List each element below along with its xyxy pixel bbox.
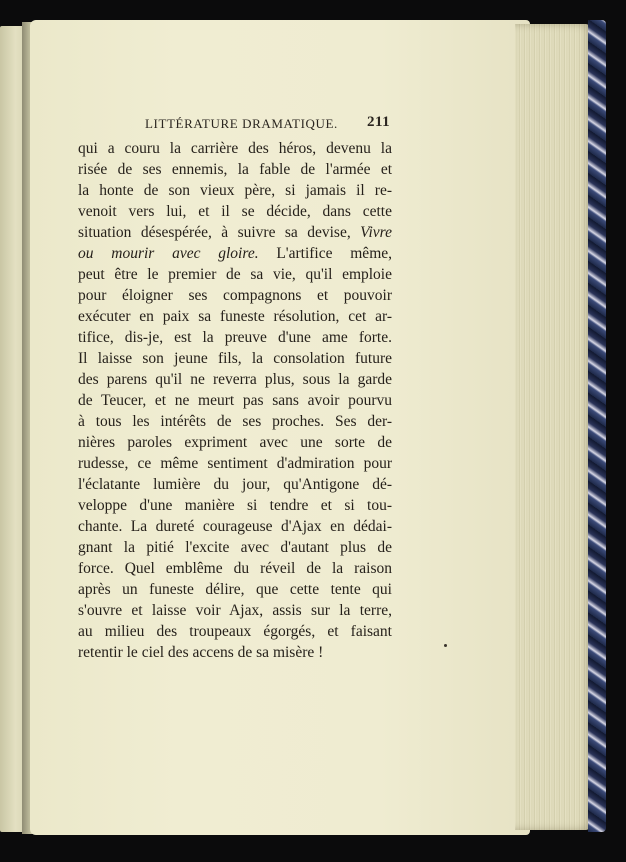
text-line: des parens qu'il ne reverra plus, sous la garde <box>78 371 392 388</box>
text-line: de Teucer, et ne meurt pas sans avoir pourvu <box>78 392 392 409</box>
text-line: qui a couru la carrière des héros, devenu la <box>78 140 392 157</box>
text-line: nières paroles expriment avec une sorte de <box>78 434 392 451</box>
running-header <box>145 116 397 136</box>
italic-motto-end: ou mourir avec gloire. <box>78 245 259 262</box>
text-line: l'éclatante lumière du jour, qu'Antigone dé- <box>78 476 392 493</box>
text-line: rudesse, ce même sentiment d'admiration pour <box>78 455 392 472</box>
italic-motto: Vivre <box>360 224 392 241</box>
text-line <box>78 243 392 264</box>
text-line: après un funeste délire, que cette tente qui <box>78 581 392 598</box>
text-line-end: L'artifice même, <box>276 245 392 262</box>
text-line: pour éloigner ses compagnons et pouvoir <box>78 287 392 304</box>
running-title: LITTÉRATURE DRAMATIQUE. <box>145 116 338 131</box>
text-line: retentir le ciel des accens de sa misère ! <box>78 644 324 661</box>
text-line-start: situation désespérée, à suivre sa devise, <box>78 224 351 241</box>
marbled-board <box>588 20 606 832</box>
text-line: la honte de son vieux père, si jamais il re- <box>78 182 392 199</box>
text-line: exécuter en paix sa funeste résolution, cet ar- <box>78 308 392 325</box>
text-line: risée de ses ennemis, la fable de l'armée et <box>78 161 392 178</box>
ink-speck <box>444 644 447 647</box>
text-line: force. Quel emblême du réveil de la raison <box>78 560 392 577</box>
body-text <box>78 138 392 663</box>
text-line <box>78 222 392 243</box>
text-line: Il laisse son jeune fils, la consolation future <box>78 350 392 367</box>
text-line: tifice, dis-je, est la preuve d'une ame forte. <box>78 329 392 346</box>
page-block-edges <box>515 24 593 830</box>
text-line: gnant la pitié l'excite avec d'autant plus de <box>78 539 392 556</box>
text-line: peut être le premier de sa vie, qu'il emploie <box>78 266 392 283</box>
text-line: venoit vers lui, et il se décide, dans cette <box>78 203 392 220</box>
text-line: veloppe d'une manière si tendre et si tou- <box>78 497 392 514</box>
page-number: 211 <box>367 114 391 130</box>
text-line: chante. La dureté courageuse d'Ajax en dédai- <box>78 518 392 535</box>
text-line: au milieu des troupeaux égorgés, et faisant <box>78 623 392 640</box>
text-line: s'ouvre et laisse voir Ajax, assis sur la terre, <box>78 602 392 619</box>
text-line: à tous les intérêts de ses proches. Ses der- <box>78 413 392 430</box>
